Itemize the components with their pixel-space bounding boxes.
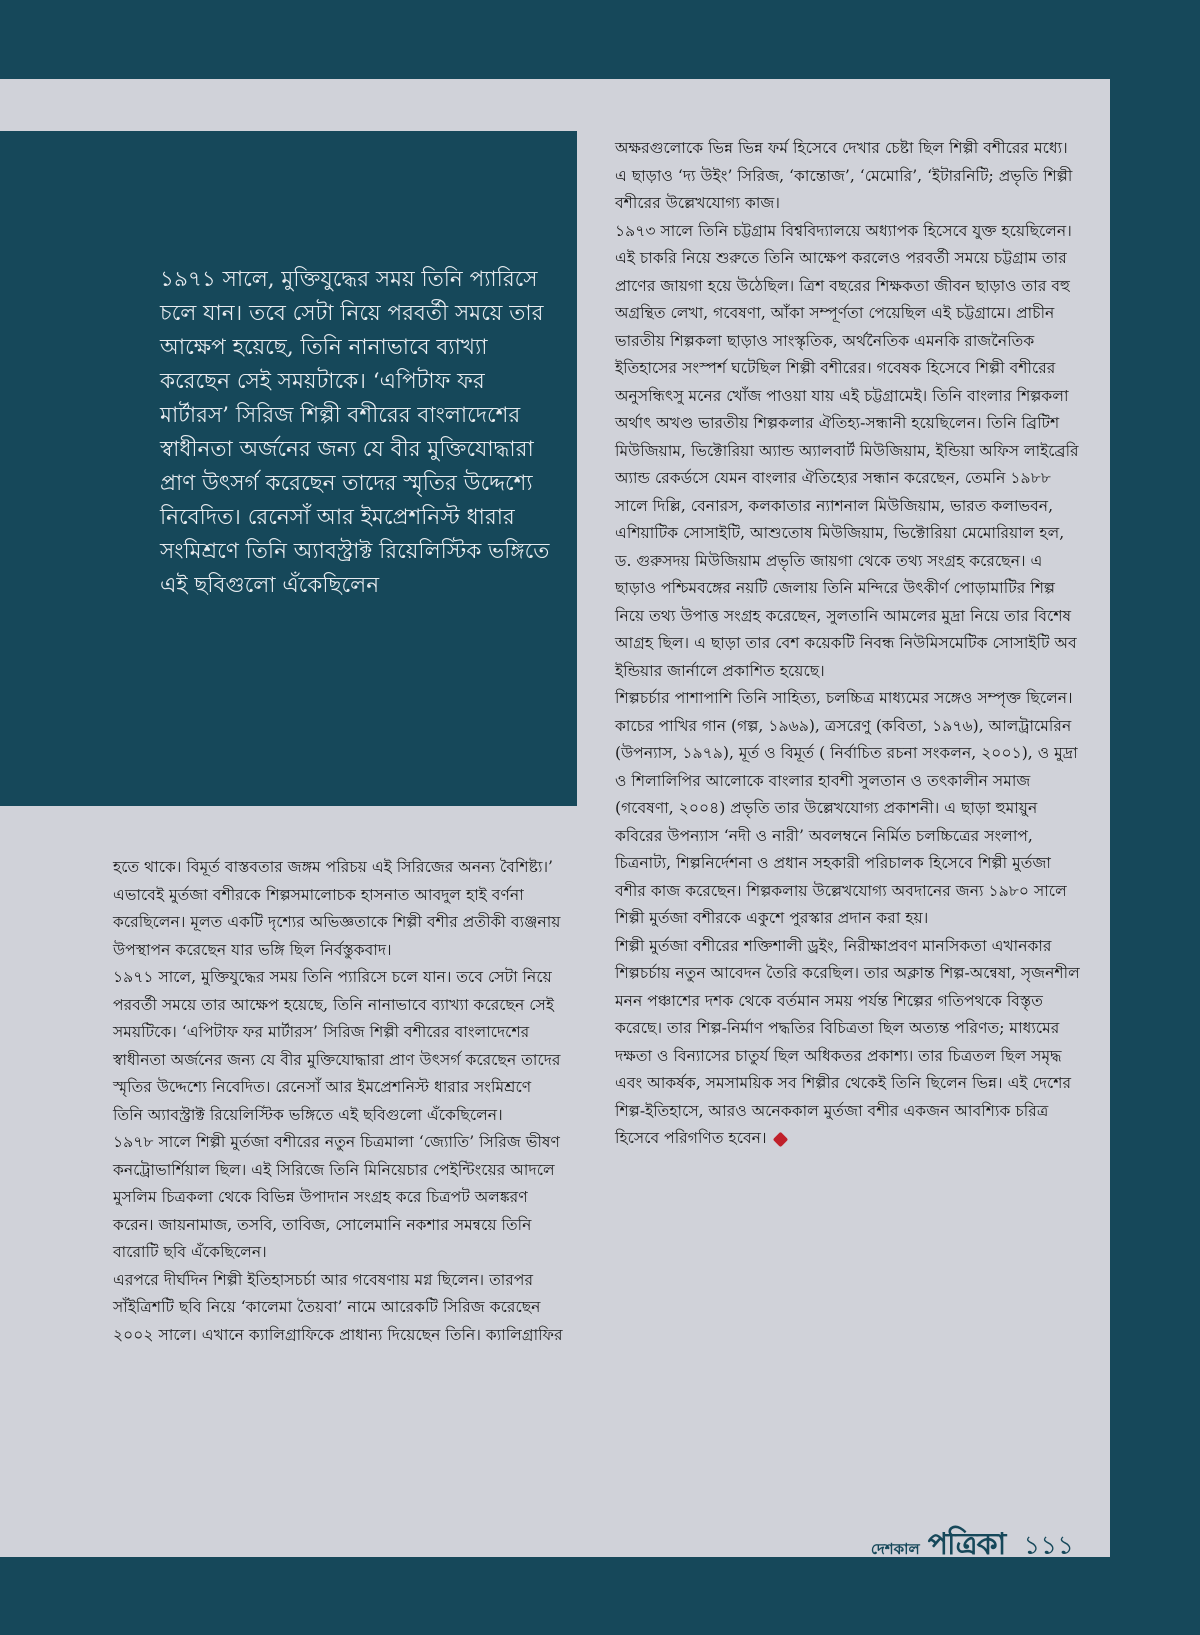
article-paragraph-last (615, 933, 1083, 1153)
end-mark-icon (772, 1131, 788, 1147)
page-number: ১১১ (1023, 1531, 1074, 1561)
article-column-left (113, 854, 563, 1349)
magazine-logo-large: পত্রিকা (927, 1527, 1006, 1562)
article-paragraph: ১৯৭৩ সালে তিনি চট্টগ্রাম বিশ্ববিদ্যালয়ে অধ্যাপক হিসেবে যুক্ত হয়েছিলেন। এই চাকরি নিয়ে শুরুতে তিনি আক্ষেপ করলেও পরবর্তী সময়ে চট্টগ্রাম তার প্রাণের জায়গা হয়ে উঠেছিল। ত্রিশ বছরের শিক্ষকতা জীবন ছাড়াও তার বহু অগ্রন্থিত লেখা, গবেষণা, আঁকা সম্পূর্ণতা পেয়েছিল এই চট্টগ্রামে। প্রাচীন ভারতীয় শিল্পকলা ছাড়াও সাংস্কৃতিক, অর্থনৈতিক এমনকি রাজনৈতিক ইতিহাসের সংস্পর্শ ঘটেছিল শিল্পী বশীরের। গবেষক হিসেবে শিল্পী বশীরের অনুসন্ধিৎসু মনের খোঁজ পাওয়া যায় এই চট্টগ্রামেই। তিনি বাংলার শিল্পকলা অর্থাৎ অখণ্ড ভারতীয় শিল্পকলার ঐতিহ্য-সন্ধানী হয়েছিলেন। তিনি ব্রিটিশ মিউজিয়াম, ভিক্টোরিয়া অ্যান্ড অ্যালবার্ট মিউজিয়াম, ইন্ডিয়া অফিস লাইব্রেরি অ্যান্ড রেকর্ডসে যেমন বাংলার ঐতিহ্যের সন্ধান করেছেন, তেমনি ১৯৮৮ সালে দিল্লি, বেনারস, কলকাতার ন্যাশনাল মিউজিয়াম, ভারত কলাভবন, এশিয়াটিক সোসাইটি, আশুতোষ মিউজিয়াম, ভিক্টোরিয়া মেমোরিয়াল হল, ড. গুরুসদয় মিউজিয়াম প্রভৃতি জায়গা থেকে তথ্য সংগ্রহ করেছেন। এ ছাড়াও পশ্চিমবঙ্গের নয়টি জেলায় তিনি মন্দিরে উৎকীর্ণ পোড়ামাটির শিল্প নিয়ে তথ্য উপাত্ত সংগ্রহ করেছেন, সুলতানি আমলের মুদ্রা নিয়ে তার বিশেষ আগ্রহ ছিল। এ ছাড়া তার বেশ কয়েকটি নিবন্ধ নিউমিসমেটিক সোসাইটি অব ইন্ডিয়ার জার্নালে প্রকাশিত হয়েছে। (615, 221, 1079, 680)
article-paragraph: ১৯৭৮ সালে শিল্পী মুর্তজা বশীরের নতুন চিত্রমালা ‘জ্যোতি’ সিরিজ ভীষণ কনট্রোভার্শিয়াল ছিল। এই সিরিজে তিনি মিনিয়েচার পেইন্টিংয়ের আদলে মুসলিম চিত্রকলা থেকে বিভিন্ন উপাদান সংগ্রহ করে চিত্রপট অলঙ্করণ করেন। জায়নামাজ, তসবি, তাবিজ, সোলেমানি নকশার সমন্বয়ে তিনি বারোটি ছবি এঁকেছিলেন। (113, 1133, 560, 1261)
magazine-logo-small: দেশকাল (870, 1540, 920, 1558)
article-paragraph: হতে থাকে। বিমূর্ত বাস্তবতার জঙ্গম পরিচয় এই সিরিজের অনন্য বৈশিষ্ট্য।’ এভাবেই মুর্তজা বশীরকে শিল্পসমালোচক হাসনাত আবদুল হাই বর্ণনা করেছিলেন। মূলত একটি দৃশ্যের অভিজ্ঞতাকে শিল্পী বশীর প্রতীকী ব্যঞ্জনায় উপস্থাপন করেছেন যার ভঙ্গি ছিল নির্বস্তুকবাদ। (113, 858, 561, 959)
article-paragraph: ১৯৭১ সালে, মুক্তিযুদ্ধের সময় তিনি প্যারিসে চলে যান। তবে সেটা নিয়ে পরবর্তী সময়ে তার আক্ষেপ হয়েছে, তিনি নানাভাবে ব্যাখ্যা করেছেন সেই সময়টিকে। ‘এপিটাফ ফর মার্টারস’ সিরিজ শিল্পী বশীরের বাংলাদেশের স্বাধীনতা অর্জনের জন্য যে বীর মুক্তিযোদ্ধারা প্রাণ উৎসর্গ করেছেন তাদের স্মৃতির উদ্দেশ্যে নিবেদিত। রেনেসাঁ আর ইমপ্রেশনিস্ট ধারার সংমিশ্রণে তিনি অ্যাবস্ট্রাক্ট রিয়েলিস্টিক ভঙ্গিতে এই ছবিগুলো এঁকেছিলেন। (113, 968, 561, 1124)
article-column-right (615, 135, 1083, 1153)
page-footer (871, 1520, 1074, 1571)
article-paragraph: অক্ষরগুলোকে ভিন্ন ভিন্ন ফর্ম হিসেবে দেখার চেষ্টা ছিল শিল্পী বশীরের মধ্যে। এ ছাড়াও ‘দ্য উইং’ সিরিজ, ‘কান্তোজ’, ‘মেমোরি’, ‘ইটারনিটি; প্রভৃতি শিল্পী বশীরের উল্লেখযোগ্য কাজ। (615, 139, 1073, 212)
article-last-text: শিল্পী মুর্তজা বশীরের শক্তিশালী ড্রইং, নিরীক্ষাপ্রবণ মানসিকতা এখানকার শিল্পচর্চায় নতুন আবেদন তৈরি করেছিল। তার অক্লান্ত শিল্প-অন্বেষা, সৃজনশীল মনন পঞ্চাশের দশক থেকে বর্তমান সময় পর্যন্ত শিল্পের গতিপথকে বিস্তৃত করেছে। তার শিল্প-নির্মাণ পদ্ধতির বিচিত্রতা ছিল অত্যন্ত পরিণত; মাধ্যমের দক্ষতা ও বিন্যাসের চাতুর্য ছিল অধিকতর প্রকাশ্য। তার চিত্রতল ছিল সমৃদ্ধ এবং আকর্ষক, সমসাময়িক সব শিল্পীর থেকেই তিনি ছিলেন ভিন্ন। এই দেশের শিল্প-ইতিহাসে, আরও অনেককাল মুর্তজা বশীর একজন আবশ্যিক চরিত্র হিসেবে পরিগণিত হবেন। (615, 936, 1080, 1147)
article-paragraph: এরপরে দীর্ঘদিন শিল্পী ইতিহাসচর্চা আর গবেষণায় মগ্ন ছিলেন। তারপর সাঁইত্রিশটি ছবি নিয়ে ‘কালেমা তৈয়বা’ নামে আরেকটি সিরিজ করেছেন ২০০২ সালে। এখানে ক্যালিগ্রাফিকে প্রাধান্য দিয়েছেন তিনি। ক্যালিগ্রাফির (113, 1270, 563, 1344)
pull-quote: ১৯৭১ সালে, মুক্তিযুদ্ধের সময় তিনি প্যারিসে চলে যান। তবে সেটা নিয়ে পরবর্তী সময়ে তার আক্ষেপ হয়েছে, তিনি নানাভাবে ব্যাখ্যা করেছেন সেই সময়টাকে। ‘এপিটাফ ফর মার্টারস’ সিরিজ শিল্পী বশীরের বাংলাদেশের স্বাধীনতা অর্জনের জন্য যে বীর মুক্তিযোদ্ধারা প্রাণ উৎসর্গ করেছেন তাদের স্মৃতির উদ্দেশ্যে নিবেদিত। রেনেসাঁ আর ইমপ্রেশনিস্ট ধারার সংমিশ্রণে তিনি অ্যাবস্ট্রাক্ট রিয়েলিস্টিক ভঙ্গিতে এই ছবিগুলো এঁকেছিলেন (160, 267, 550, 598)
article-paragraph: শিল্পচর্চার পাশাপাশি তিনি সাহিত্য, চলচ্চিত্র মাধ্যমের সঙ্গেও সম্পৃক্ত ছিলেন। কাচের পাখির গান (গল্প, ১৯৬৯), ত্রসরেণু (কবিতা, ১৯৭৬), আলট্রামেরিন (উপন্যাস, ১৯৭৯), মূর্ত ও বিমূর্ত ( নির্বাচিত রচনা সংকলন, ২০০১), ও মুদ্রা ও শিলালিপির আলোকে বাংলার হাবশী সুলতান ও তৎকালীন সমাজ (গবেষণা, ২০০৪) প্রভৃতি তার উল্লেখযোগ্য প্রকাশনী। এ ছাড়া হুমায়ুন কবিরের উপন্যাস ‘নদী ও নারী’ অবলম্বনে নির্মিত চলচ্চিত্রের সংলাপ, চিত্রনাট্য, শিল্পনির্দেশনা ও প্রধান সহকারী পরিচালক হিসেবে শিল্পী মুর্তজা বশীর কাজ করেছেন। শিল্পকলায় উল্লেখযোগ্য অবদানের জন্য ১৯৮০ সালে শিল্পী মুর্তজা বশীরকে একুশে পুরস্কার প্রদান করা হয়। (615, 689, 1078, 927)
